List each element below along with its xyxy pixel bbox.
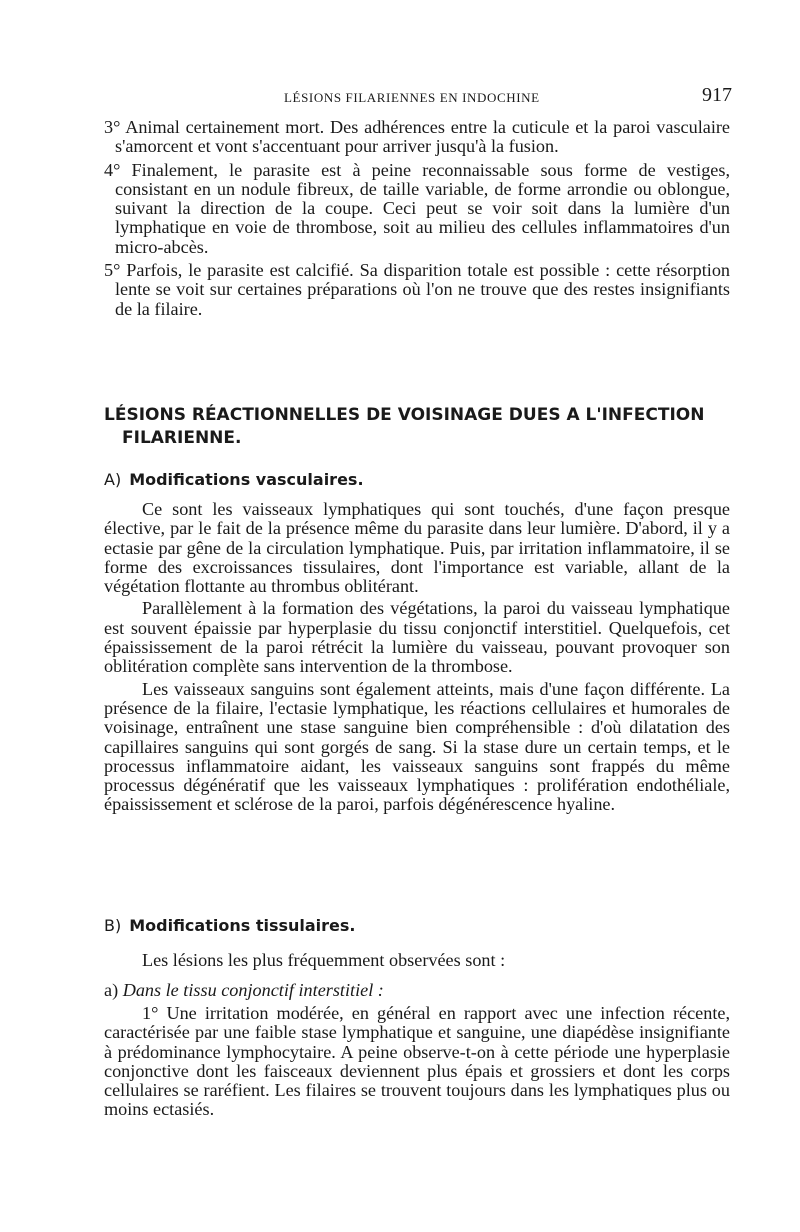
paragraph: Les vaisseaux sanguins sont également atteints, mais d'une façon différente. La présence de la filaire, l'ectasie lymphatique, les réactions cellulaires et humorales de voisinage, entraînent une stase sanguine bien compréhensible : d'où dilatation des capillaires sanguins qui sont gorgés de sang. Si la stase dure un certain temps, et le processus inflammatoire aidant, les vaisseaux sanguins sont frappés du même processus dégénératif que les vaisseaux lymphatiques : prolifération endothéliale, épaississement et sclérose de la paroi, parfois dégénérescence hyaline. — [104, 678, 730, 815]
list-item-text: Parfois, le parasite est calcifié. Sa disparition totale est possible : cette résorption lente se voit sur certaines préparations où l'on ne trouve que des restes insignifiants de la filaire. — [115, 260, 731, 319]
running-title: LÉSIONS FILARIENNES EN INDOCHINE — [284, 90, 540, 105]
section-title-line-2: FILARIENNE. — [122, 428, 242, 448]
list-item — [104, 118, 730, 157]
section-title-line-1: LÉSIONS RÉACTIONNELLES DE VOISINAGE DUES A L'INFECTION — [104, 405, 705, 425]
paragraph: 1° Une irritation modérée, en général en rapport avec une infection récente, caractérisée par une faible stase lymphatique et sanguine, une diapédèse insignifiante à prédominance lymphocytaire. A peine observe-t-on à cette période une hyperplasie conjonctive dont les faisceaux deviennent plus épais et grossiers et dont les corps cellulaires se raréfient. Les filaires se trouvent toujours dans les lymphatiques plus ou moins ectasiés. — [104, 1003, 730, 1120]
subsection-letter: B) — [104, 916, 122, 935]
numbered-list — [104, 118, 730, 319]
list-item — [104, 261, 730, 319]
subsection-letter: A) — [104, 470, 122, 489]
tissue-section-body — [104, 1004, 730, 1120]
paragraph: Parallèlement à la formation des végétations, la paroi du vaisseau lymphatique est souvent épaissie par hyperplasie du tissu conjonctif interstitiel. Quelquefois, cet épaississement de la paroi rétrécit la lumière du vaisseau, pouvant provoquer son oblitération complète sans intervention de la thrombose. — [104, 598, 730, 677]
subheading-tissue — [104, 980, 384, 1001]
subsection-title: Modifications vasculaires. — [129, 470, 364, 489]
list-item-text: Finalement, le parasite est à peine reconnaissable sous forme de vestiges, consistant en un nodule fibreux, de taille variable, de forme arrondie ou oblongue, suivant la direction de la coupe. Ceci peut se voir soit dans la lumière d'un lymphatique en voie de thrombose, soit au milieu des cellules inflammatoires d'un micro-abcès. — [115, 159, 730, 257]
list-item-number: 5° — [104, 260, 121, 281]
vascular-section-body — [104, 500, 730, 815]
subheading-title: Dans le tissu conjonctif interstitiel : — [122, 980, 384, 1000]
subheading-label: a) — [104, 980, 119, 1000]
lead-sentence: Les lésions les plus fréquemment observées sont : — [142, 950, 506, 970]
subsection-heading-a — [104, 470, 364, 489]
page-number: 917 — [702, 84, 732, 106]
subsection-heading-b — [104, 916, 356, 935]
list-item-text: Animal certainement mort. Des adhérences entre la cuticule et la paroi vasculaire s'amorcent et vont s'accentuant pour arriver jusqu'à la fusion. — [115, 117, 731, 157]
subsection-title: Modifications tissulaires. — [129, 916, 356, 935]
list-item-number: 3° — [104, 117, 121, 137]
list-item-number: 4° — [104, 159, 121, 180]
list-item — [104, 161, 730, 257]
section-title — [104, 404, 744, 450]
page-header — [104, 84, 736, 112]
paragraph: Ce sont les vaisseaux lymphatiques qui sont touchés, d'une façon presque élective, par le fait de la présence même du parasite dans leur lumière. D'abord, il y a ectasie par gêne de la circulation lymphatique. Puis, par irritation inflammatoire, il se forme des excroissances tissulaires, dont l'importance est variable, allant de la végétation flottante au thrombus oblitérant. — [104, 499, 730, 597]
